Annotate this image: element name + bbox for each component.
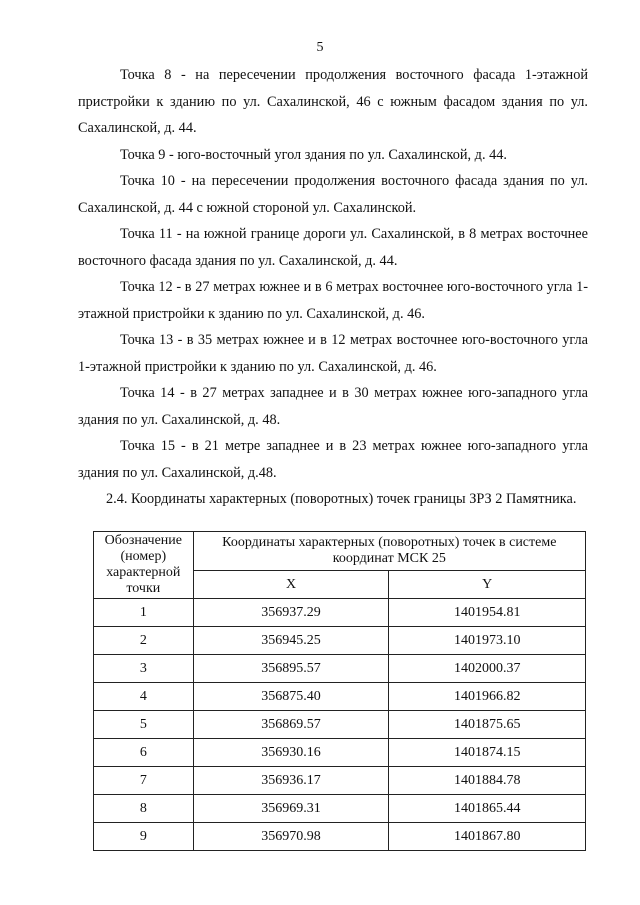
paragraph-point-15: Точка 15 - в 21 метре западнее и в 23 метрах южнее юго-западного угла здания по ул. Сахалинской, д.48.	[78, 438, 588, 481]
table-row	[94, 627, 586, 655]
cell-x: 356875.40	[193, 683, 389, 711]
cell-y: 1401865.44	[389, 795, 586, 823]
table-row	[94, 683, 586, 711]
cell-point-number: 5	[94, 711, 194, 739]
page-number: 5	[316, 40, 324, 55]
cell-x: 356970.98	[193, 823, 389, 851]
paragraph-point-8: Точка 8 - на пересечении продолжения восточного фасада 1-этажной пристройки к зданию по ул. Сахалинской, 46 с южным фасадом здания по ул. Сахалинской, д. 44.	[78, 67, 588, 136]
cell-y: 1401867.80	[389, 823, 586, 851]
cell-x: 356969.31	[193, 795, 389, 823]
table-row	[94, 795, 586, 823]
cell-x: 356869.57	[193, 711, 389, 739]
coordinates-table	[93, 531, 586, 851]
paragraph-point-14: Точка 14 - в 27 метрах западнее и в 30 метрах южнее юго-западного угла здания по ул. Сахалинской, д. 48.	[78, 385, 588, 428]
header-point-id: Обозначение (номер) характерной точки	[94, 532, 194, 599]
cell-x: 356930.16	[193, 739, 389, 767]
cell-point-number: 4	[94, 683, 194, 711]
paragraph-point-9: Точка 9 - юго-восточный угол здания по ул. Сахалинской, д. 44.	[120, 146, 507, 163]
paragraph-point-10: Точка 10 - на пересечении продолжения восточного фасада здания по ул. Сахалинской, д. 44 с южной стороной ул. Сахалинской.	[78, 173, 588, 216]
cell-x: 356895.57	[193, 655, 389, 683]
cell-point-number: 9	[94, 823, 194, 851]
cell-y: 1401884.78	[389, 767, 586, 795]
cell-point-number: 3	[94, 655, 194, 683]
cell-y: 1401875.65	[389, 711, 586, 739]
table-row	[94, 767, 586, 795]
table-row	[94, 711, 586, 739]
cell-y: 1401966.82	[389, 683, 586, 711]
cell-point-number: 2	[94, 627, 194, 655]
section-heading: 2.4. Координаты характерных (поворотных) точек границы ЗРЗ 2 Памятника.	[106, 491, 577, 507]
paragraph-point-12: Точка 12 - в 27 метрах южнее и в 6 метрах восточнее юго-восточного угла 1-этажной пристройки к зданию по ул. Сахалинской, д. 46.	[78, 279, 588, 322]
cell-x: 356936.17	[193, 767, 389, 795]
header-y: Y	[389, 571, 586, 599]
document-body	[78, 62, 588, 513]
header-coordinates: Координаты характерных (поворотных) точек в системе координат МСК 25	[193, 532, 585, 571]
table-row	[94, 739, 586, 767]
cell-point-number: 1	[94, 599, 194, 627]
paragraph-point-11: Точка 11 - на южной границе дороги ул. Сахалинской, в 8 метрах восточнее восточного фасада здания по ул. Сахалинской, д. 44.	[78, 226, 588, 269]
table-row	[94, 823, 586, 851]
table-row	[94, 599, 586, 627]
cell-y: 1401954.81	[389, 599, 586, 627]
cell-x: 356945.25	[193, 627, 389, 655]
cell-y: 1401874.15	[389, 739, 586, 767]
cell-point-number: 7	[94, 767, 194, 795]
cell-x: 356937.29	[193, 599, 389, 627]
cell-y: 1402000.37	[389, 655, 586, 683]
cell-point-number: 8	[94, 795, 194, 823]
header-x: X	[193, 571, 389, 599]
cell-point-number: 6	[94, 739, 194, 767]
paragraph-point-13: Точка 13 - в 35 метрах южнее и в 12 метрах восточнее юго-восточного угла 1-этажной пристройки к зданию по ул. Сахалинской, д. 46.	[78, 332, 588, 375]
table-row	[94, 655, 586, 683]
cell-y: 1401973.10	[389, 627, 586, 655]
